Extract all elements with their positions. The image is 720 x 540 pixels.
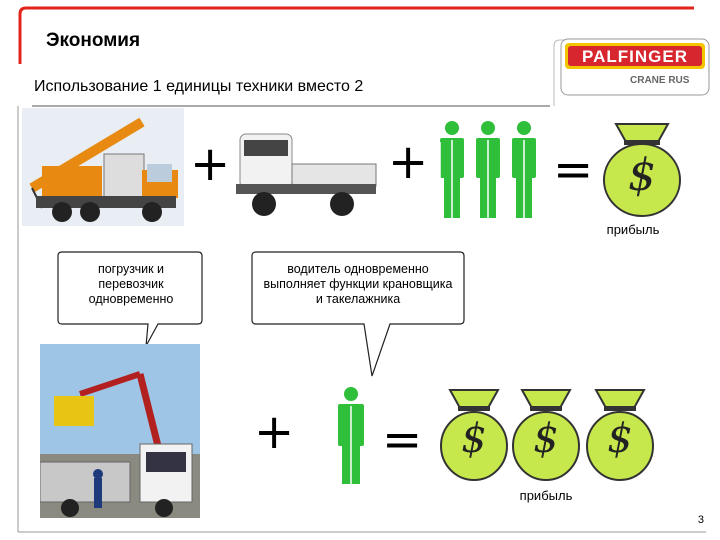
money-bag-icon [510,386,582,482]
slide-title: Экономия [46,30,141,51]
plus-sign: + [254,404,295,460]
dollar-sign: $ [628,150,656,201]
dollar-sign: $ [533,416,559,462]
profit-label: прибыль [519,488,573,503]
dollar-sign: $ [461,416,487,462]
slide-subtitle: Использование 1 единицы техники вместо 2 [34,78,364,95]
speech-bubble-right [250,250,466,380]
money-bag-icon [584,386,656,482]
equals-sign: = [553,142,594,198]
bubble-left-text: погрузчик и перевозчик одновременно [88,262,174,306]
money-bag-icon [600,120,684,218]
worker-icon [334,386,368,486]
plus-sign: + [190,136,231,192]
speech-bubble-left [56,250,206,350]
bubble-right-text: водитель одновременно выполняет функции крановщика и такелажника [263,262,453,306]
logo-tagline-text: CRANE RUS [630,75,690,86]
money-bag-icon [438,386,510,482]
page-number: 3 [697,514,704,526]
flatbed-truck-image [230,124,380,228]
profit-label: прибыль [606,222,660,237]
dollar-sign: $ [607,416,633,462]
mobile-crane-truck-image [22,108,184,226]
logo-brand-text: PALFINGER [582,47,688,66]
three-workers-group [436,120,540,220]
equals-sign: = [382,412,423,468]
truck-crane-photo [40,344,200,518]
palfinger-logo [560,38,710,96]
plus-sign: + [388,134,429,190]
